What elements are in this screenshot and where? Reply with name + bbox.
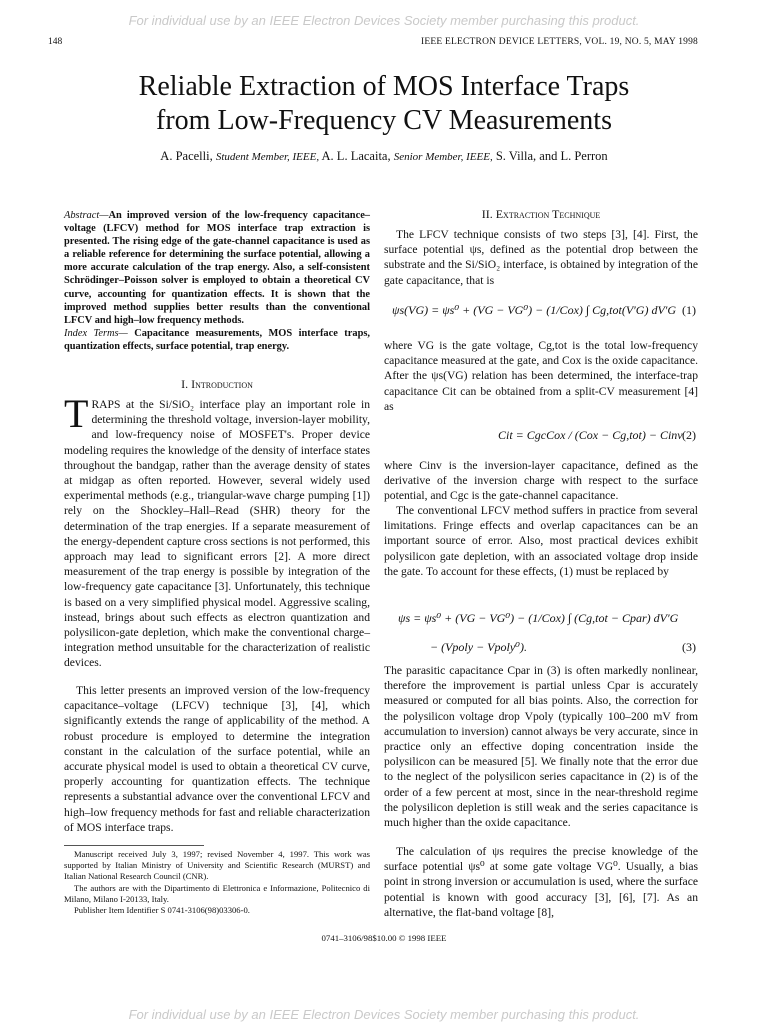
author-list (0, 149, 768, 164)
author-2: A. L. Lacaita, (321, 149, 391, 163)
equation-3-number: (3) (682, 640, 696, 654)
title-line-1: Reliable Extraction of MOS Interface Traps (138, 71, 630, 102)
equation-3-line-1: ψs = ψs⁰ + (VG − VG⁰) − (1/Cox) ∫ (Cg,tot − Cpar) dV′G (398, 611, 679, 625)
intro-p1-text: RAPS at the Si/SiO₂ interface play an important role in determining the threshold voltage, inversion-layer mobility, and low-frequency noise of MOSFET's. Proper device modeling requires the knowledge of the density of interface states throughout the bandgap, rather than the average density of states at midgap as often reported. However, several widely used experimental methods (e.g., triangular-wave charge pumping [1]) rely on the Shockley–Hall–Read (SHR) theory for the determination of the trap energies. If a separate measurement of the energy-dependent capture cross sections is not performed, this approach may lead to significant errors [2]. A more direct measurement of the trap energy is possible by integration of the low-frequency gate capacitance [3]. Unfortunately, this technique is based on a very simplified physical model. Aggressive scaling, instead, brings about such effects as electron quantization and polysilicon-gate depletion, which make the conventional charge–integration method unsuitable for the characterization of realistic devices. (64, 398, 370, 670)
index-terms-label: Index Terms— (64, 328, 128, 339)
method-paragraph-5: The parasitic capacitance Cpar in (3) is often markedly nonlinear, therefore the improvement is partial unless Cpar is accurately measured or computed for all bias points. Also, the correction for the polysilicon voltage drop Vpoly (typically 100–200 mV from accumulation to inversion) cannot always be very accurate, since in practice only an effective doping concentration inside the polysilicon can be measured [5]. We finally note that the error due to the neglect of the polysilicon series capacitance in (2) is of the order of a few percent at most, since in the near-threshold regime the polysilicon depletion is still weak and the series capacitance is much higher than the oxide capacitance. (384, 664, 698, 830)
equation-2: Cit = CgcCox / (Cox − Cg,tot) − Cinv (498, 428, 683, 442)
method-paragraph-1: The LFCV technique consists of two steps [3], [4]. First, the surface potential ψs, defined as the potential drop between the substrate and the Si/SiO₂ interface, is obtained by integration of the gate capacitance, that is (384, 228, 698, 287)
method-paragraph-4: The conventional LFCV method suffers in practice from several limitations. Fringe effects and overlap capacitances can be an important source of error. Also, most practical devices exhibit polysilicon gate depletion, with an associated voltage drop inside the gate. To account for these effects, (1) must be replaced by (384, 504, 698, 578)
watermark-bottom: For individual use by an IEEE Electron Devices Society member purchasing this product. (128, 1007, 640, 1022)
journal-header: IEEE ELECTRON DEVICE LETTERS, VOL. 19, NO. 5, MAY 1998 (421, 37, 698, 47)
equation-3-line-2: − (Vpoly − Vpoly⁰). (430, 640, 527, 654)
method-paragraph-3: where Cinv is the inversion-layer capacitance, defined as the derivative of the inversion charge with respect to the surface potential, and Cgc is the gate-channel capacitance. (384, 459, 698, 503)
author-1: A. Pacelli, (160, 149, 213, 163)
footnote-1: Manuscript received July 3, 1997; revised November 4, 1997. This work was supported by Italian Ministry of University and Scientific Research (MURST) and Italian National Research Council (CNR). (64, 849, 370, 882)
footnote (64, 849, 370, 916)
paper-title (0, 70, 768, 138)
equation-1-number: (1) (682, 303, 696, 317)
footnote-rule (64, 845, 204, 846)
abstract-label: Abstract— (64, 210, 109, 221)
section-1-heading: I. Introduction (181, 377, 253, 391)
title-line-2: from Low-Frequency CV Measurements (156, 105, 612, 136)
dropcap: T (64, 391, 89, 436)
page-number: 148 (48, 37, 63, 47)
equation-2-number: (2) (682, 428, 696, 442)
watermark-top: For individual use by an IEEE Electron Devices Society member purchasing this product. (128, 13, 640, 28)
method-paragraph-2: where VG is the gate voltage, Cg,tot is the total low-frequency capacitance measured at the gate, and Cox is the oxide capacitance. After the ψs(VG) relation has been determined, the interface-trap capacitance Cit can be obtained from a split-CV measurement [4] as (384, 339, 698, 413)
equation-1: ψs(VG) = ψs⁰ + (VG − VG⁰) − (1/Cox) ∫ Cg,tot(V′G) dV′G (392, 303, 677, 317)
footnote-3: Publisher Item Identifier S 0741-3106(98)03306-0. (74, 905, 250, 916)
intro-paragraph-2: This letter presents an improved version of the low-frequency capacitance–voltage (LFCV) technique [3], [4], which significantly extends the range of applicability of the method. A robust procedure is employed to determine the integration constant in the calculation of the surface potential, while an accurate physical model is used to obtain a theoretical CV curve, properly accounting for quantization effects. The technique represents a substantial advance over the conventional LFCV and high–low frequency methods for fast and reliable characterization of MOS interface traps. (64, 684, 370, 834)
abstract-text: An improved version of the low-frequency capacitance–voltage (LFCV) method for MOS interface trap extraction is presented. The rising edge of the gate-channel capacitance is used as a reliable reference for determining the surface potential, allowing a more accurate calculation of the trap energy. Also, a self-consistent Schrödinger–Poisson solver is employed to obtain a theoretical CV curve, accounting for quantization effects. It is shown that the improved method supplies better results than the conventional LFCV and high–low frequency methods. (64, 210, 370, 326)
abstract (64, 209, 370, 327)
copyright-line: 0741–3106/98$10.00 © 1998 IEEE (321, 933, 447, 943)
method-paragraph-6: The calculation of ψs requires the precise knowledge of the surface potential ψs⁰ at some gate voltage VG⁰. Usually, a bias point in strong inversion or accumulation is used, where the surface potential is known with good accuracy [3], [6], [7]. As an alternative, the flat-band voltage [8], (384, 845, 698, 919)
index-terms-text: Capacitance measurements, MOS interface traps, quantization effects, surface potential, trap energy. (64, 328, 370, 353)
section-2-heading: II. Extraction Technique (481, 207, 601, 221)
authors-rest: S. Villa, and L. Perron (495, 149, 608, 163)
footnote-2: The authors are with the Dipartimento di Elettronica e Informazione, Politecnico di Milano, Milano I-20133, Italy. (64, 882, 370, 904)
author-1-role: Student Member, IEEE, (215, 151, 320, 163)
author-2-role: Senior Member, IEEE, (393, 151, 493, 163)
index-terms (64, 327, 370, 353)
intro-paragraph-1 (64, 391, 370, 671)
